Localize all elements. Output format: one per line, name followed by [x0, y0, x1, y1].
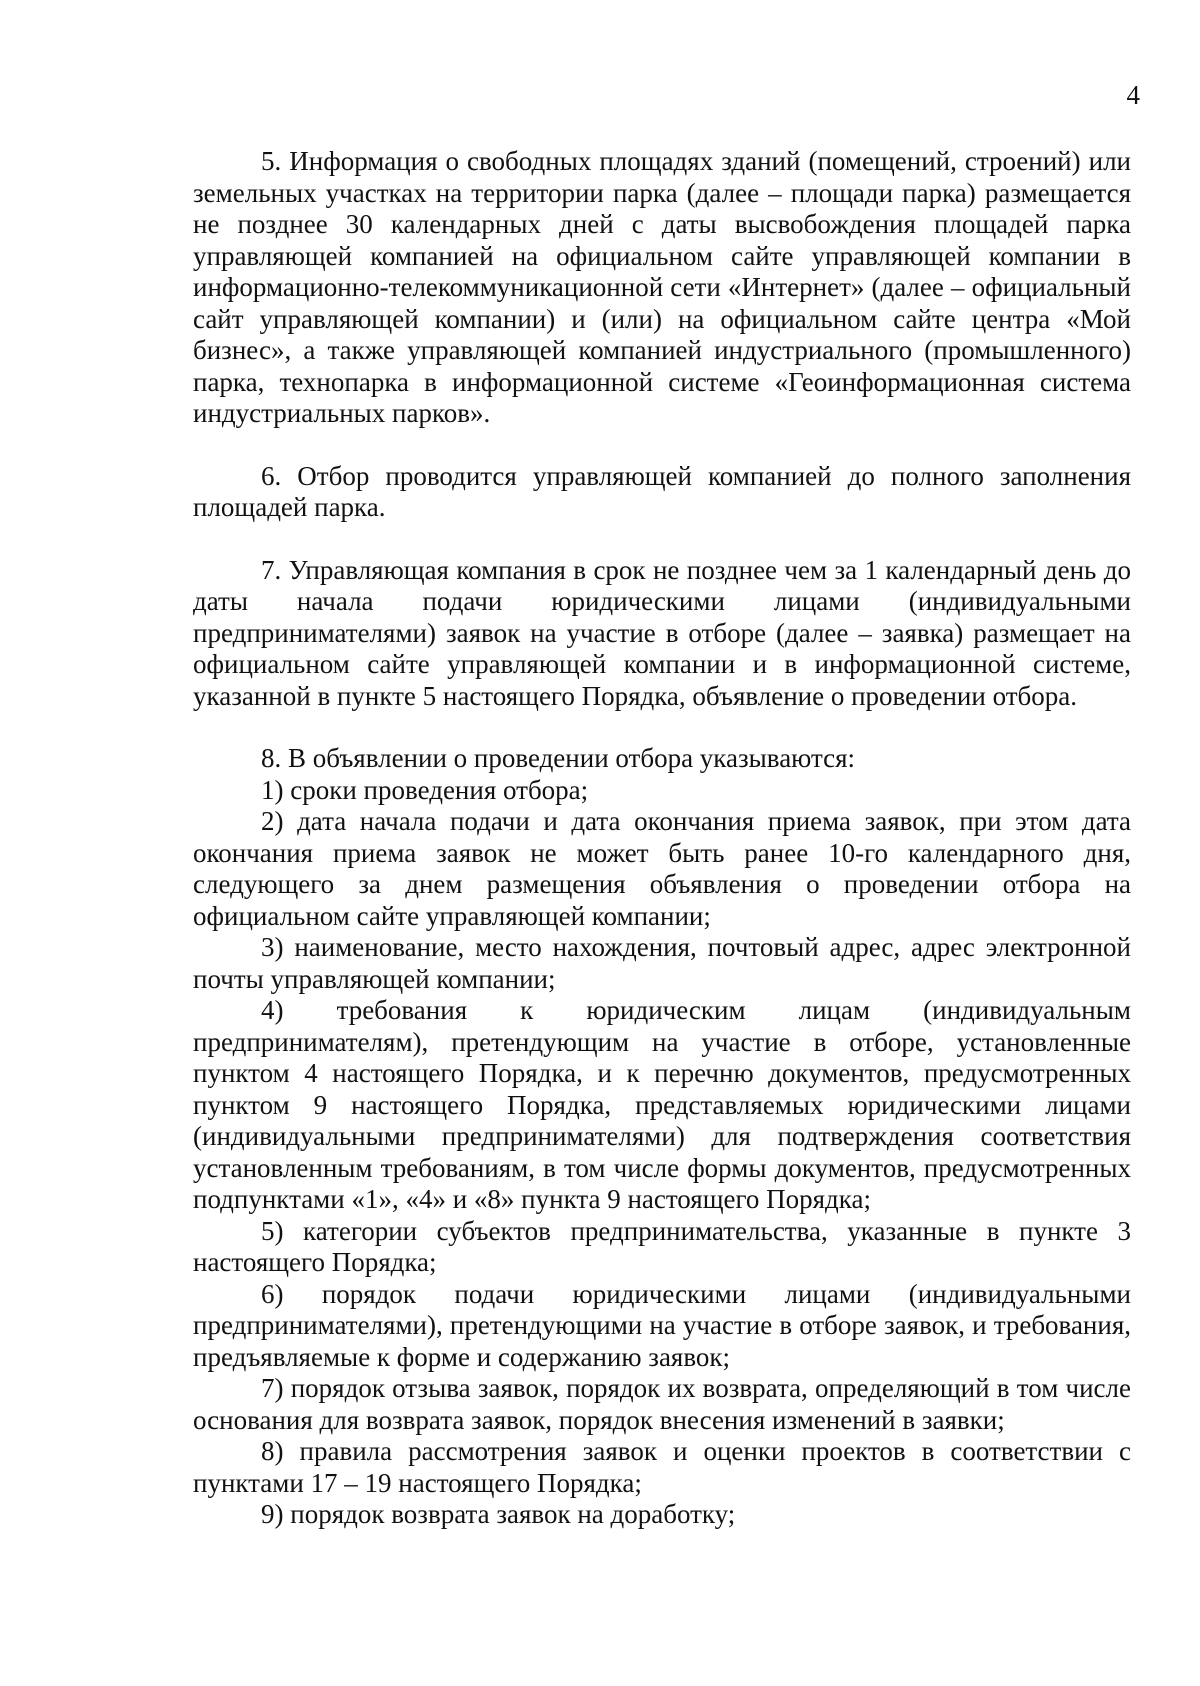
list-item: 6) порядок подачи юридическими лицами (индивидуальными предпринимателями), претендующими на участие в отборе заявок, и требования, предъявляемые к форме и содержанию заявок; [193, 1278, 1131, 1372]
list-item: 5) категории субъектов предпринимательства, указанные в пункте 3 настоящего Порядка; [193, 1215, 1131, 1277]
list-item: 9) порядок возврата заявок на доработку; [261, 1499, 736, 1529]
list-item: 3) наименование, место нахождения, почтовый адрес, адрес электронной почты управляющей компании; [193, 932, 1131, 994]
paragraph-6: 6. Отбор проводится управляющей компанией до полного заполнения площадей парка. [193, 460, 1131, 522]
list-item: 4) требования к юридическим лицам (индивидуальным предпринимателям), претендующим на участие в отборе, установленные пунктом 4 настоящего Порядка, и к перечню документов, предусмотренных пунктом 9 настоящего Порядка, представляемых юридическими лицами (индивидуальными предпринимателями) для подтверждения соответствия установленным требованиям, в том числе формы документов, предусмотренных подпунктами «1», «4» и «8» пункта 9 настоящего Порядка; [193, 995, 1131, 1214]
list-item: 1) сроки проведения отбора; [261, 774, 589, 805]
list-item: 8) правила рассмотрения заявок и оценки проектов в соответствии с пунктами 17 – 19 настоящего Порядка; [193, 1436, 1131, 1498]
list-item: 2) дата начала подачи и дата окончания приема заявок, при этом дата окончания приема заявок не может быть ранее 10-го календарного дня, следующего за днем размещения объявления о проведении отбора на официальном сайте управляющей компании; [193, 806, 1131, 931]
paragraph-7: 7. Управляющая компания в срок не позднее чем за 1 календарный день до даты начала подачи юридическими лицами (индивидуальными предпринимателями) заявок на участие в отборе (далее – заявка) размещает на официальном сайте управляющей компании и в информационной системе, указанной в пункте 5 настоящего Порядка, объявление о проведении отбора. [193, 554, 1131, 711]
paragraph-8-heading: 8. В объявлении о проведении отбора указываются: [261, 743, 856, 773]
document-body [193, 146, 1131, 1531]
page-number: 4 [1126, 80, 1140, 110]
paragraph-5: 5. Информация о свободных площадях зданий (помещений, строений) или земельных участках на территории парка (далее – площади парка) размещается не позднее 30 календарных дней с даты высвобождения площадей парка управляющей компанией на официальном сайте управляющей компании в информационно-телекоммуникационной сети «Интернет» (далее – официальный сайт управляющей компании) и (или) на официальном сайте центра «Мой бизнес», а также управляющей компанией индустриального (промышленного) парка, технопарка в информационной системе «Геоинформационная система индустриальных парков». [193, 146, 1131, 428]
list-item: 7) порядок отзыва заявок, порядок их возврата, определяющий в том числе основания для возврата заявок, порядок внесения изменений в заявки; [193, 1373, 1131, 1435]
